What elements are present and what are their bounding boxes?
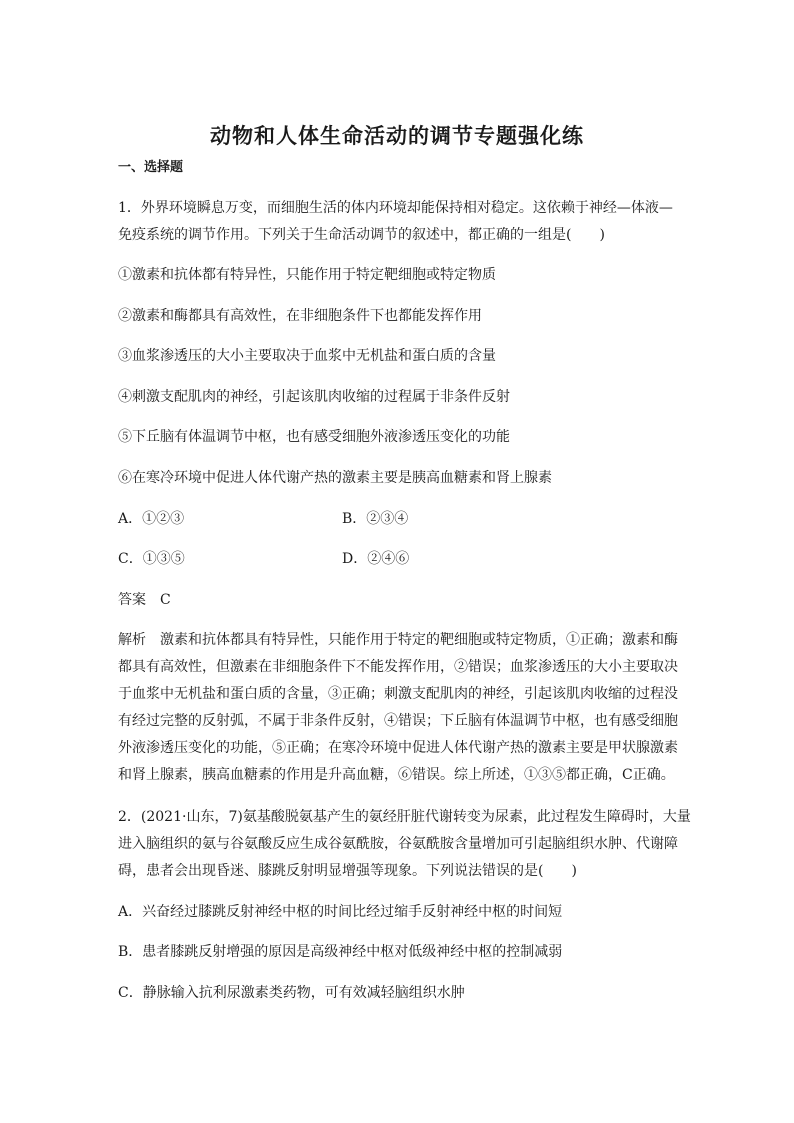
q1-option-b: B．②③④ [342,511,409,527]
page-title: 动物和人体生命活动的调节专题强化练 [210,123,584,148]
q1-answer: 答案 C [118,592,171,608]
q1-statement: ②激素和酶都具有高效性，在非细胞条件下也都能发挥作用 [118,308,482,324]
q1-stem-line-1: 1．外界环境瞬息万变，而细胞生活的体内环境却能保持相对稳定。这依赖于神经—体液— [118,200,673,216]
q1-analysis-line: 解析 激素和抗体都具有特异性，只能作用于特定的靶细胞或特定物质，①正确；激素和酶 [118,632,678,648]
q1-analysis-line: 和肾上腺素，胰高血糖素的作用是升高血糖，⑥错误。综上所述，①③⑤都正确，C正确。 [118,767,675,783]
section-heading: 一、选择题 [118,160,184,175]
q1-option-c: C．①③⑤ [118,551,185,567]
q1-statement: ③血浆渗透压的大小主要取决于血浆中无机盐和蛋白质的含量 [118,348,496,364]
q1-statement: ①激素和抗体都有特异性，只能作用于特定靶细胞或特定物质 [118,267,496,283]
q1-stem-line-2: 免疫系统的调节作用。下列关于生命活动调节的叙述中，都正确的一组是( ) [118,227,605,243]
q2-option-b: B．患者膝跳反射增强的原因是高级神经中枢对低级神经中枢的控制减弱 [118,944,563,960]
q2-stem-line: 2．(2021·山东，7)氨基酸脱氨基产生的氨经肝脏代谢转变为尿素，此过程发生障碍时，大量 [118,809,691,825]
q1-analysis-line: 都具有高效性，但激素在非细胞条件下不能发挥作用，②错误；血浆渗透压的大小主要取决 [118,659,678,675]
q1-analysis-line: 有经过完整的反射弧，不属于非条件反射，④错误；下丘脑有体温调节中枢，也有感受细胞 [118,713,678,729]
q1-statement: ⑥在寒冷环境中促进人体代谢产热的激素主要是胰高血糖素和肾上腺素 [118,470,552,486]
q1-analysis-line: 于血浆中无机盐和蛋白质的含量，③正确；刺激支配肌肉的神经，引起该肌肉收缩的过程没 [118,686,678,702]
q2-stem-line: 碍，患者会出现昏迷、膝跳反射明显增强等现象。下列说法错误的是( ) [118,863,577,879]
q1-option-d: D．②④⑥ [342,551,410,567]
q2-stem-line: 进入脑组织的氨与谷氨酸反应生成谷氨酰胺，谷氨酰胺含量增加可引起脑组织水肿、代谢障 [118,836,678,852]
q1-option-a: A．①②③ [118,511,185,527]
q1-statement: ⑤下丘脑有体温调节中枢，也有感受细胞外液渗透压变化的功能 [118,429,510,445]
q2-option-c: C．静脉输入抗利尿激素类药物，可有效减轻脑组织水肿 [118,985,465,1001]
q1-analysis-line: 外液渗透压变化的功能，⑤正确；在寒冷环境中促进人体代谢产热的激素主要是甲状腺激素 [118,740,678,756]
q2-option-a: A．兴奋经过膝跳反射神经中枢的时间比经过缩手反射神经中枢的时间短 [118,904,563,920]
q1-statement: ④刺激支配肌肉的神经，引起该肌肉收缩的过程属于非条件反射 [118,389,510,405]
